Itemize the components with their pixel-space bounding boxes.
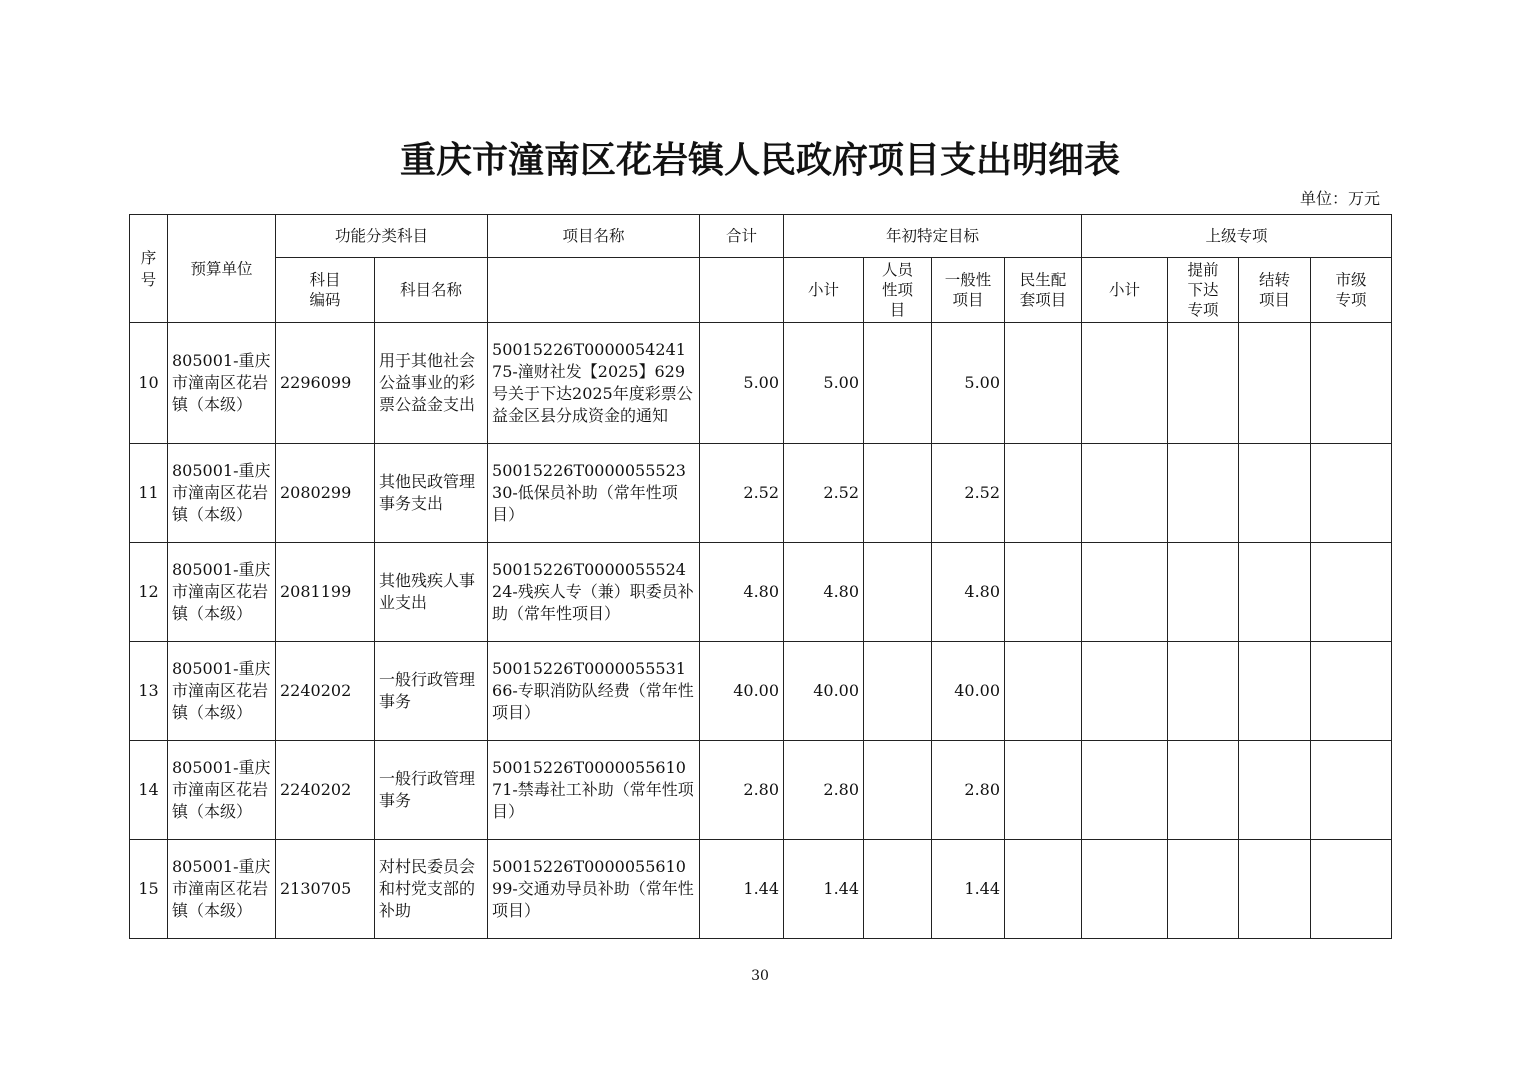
cell-subject-name: 用于其他社会公益事业的彩票公益金支出	[375, 323, 488, 444]
cell-annual-livelihood	[1005, 543, 1082, 642]
header-superior-special: 上级专项	[1082, 215, 1392, 258]
cell-annual-general: 2.80	[932, 741, 1005, 840]
cell-seq: 11	[130, 444, 168, 543]
header-row-1	[130, 215, 1392, 258]
cell-annual-subtotal: 2.52	[784, 444, 864, 543]
cell-annual-general: 4.80	[932, 543, 1005, 642]
cell-superior-carryover	[1239, 323, 1311, 444]
cell-subject-name: 一般行政管理事务	[375, 741, 488, 840]
cell-superior-advance	[1168, 642, 1239, 741]
cell-subject-code: 2296099	[276, 323, 375, 444]
cell-annual-personnel	[864, 323, 932, 444]
cell-annual-livelihood	[1005, 323, 1082, 444]
cell-annual-subtotal: 4.80	[784, 543, 864, 642]
header-annual-subtotal: 小计	[784, 258, 864, 323]
cell-seq: 10	[130, 323, 168, 444]
header-superior-carryover: 结转项目	[1239, 258, 1311, 323]
cell-total: 1.44	[700, 840, 784, 939]
cell-annual-personnel	[864, 543, 932, 642]
cell-subject-name: 其他民政管理事务支出	[375, 444, 488, 543]
cell-subject-code: 2240202	[276, 642, 375, 741]
cell-project-name: 50015226T000005561071-禁毒社工补助（常年性项目）	[488, 741, 700, 840]
cell-annual-personnel	[864, 444, 932, 543]
table-row	[130, 444, 1392, 543]
cell-annual-general: 5.00	[932, 323, 1005, 444]
cell-budget-unit: 805001-重庆市潼南区花岩镇（本级）	[168, 840, 276, 939]
cell-total: 40.00	[700, 642, 784, 741]
cell-superior-city	[1311, 642, 1392, 741]
cell-annual-livelihood	[1005, 444, 1082, 543]
cell-subject-name: 一般行政管理事务	[375, 642, 488, 741]
cell-superior-city	[1311, 543, 1392, 642]
header-seq: 序号	[130, 215, 168, 323]
cell-seq: 14	[130, 741, 168, 840]
header-total: 合计	[700, 215, 784, 258]
cell-superior-city	[1311, 840, 1392, 939]
cell-superior-subtotal	[1082, 741, 1168, 840]
cell-annual-subtotal: 5.00	[784, 323, 864, 444]
cell-project-name: 50015226T000005424175-潼财社发【2025】629号关于下达2025年度彩票公益金区县分成资金的通知	[488, 323, 700, 444]
cell-budget-unit: 805001-重庆市潼南区花岩镇（本级）	[168, 323, 276, 444]
cell-total: 5.00	[700, 323, 784, 444]
cell-annual-personnel	[864, 741, 932, 840]
cell-total: 4.80	[700, 543, 784, 642]
cell-superior-advance	[1168, 543, 1239, 642]
cell-subject-code: 2081199	[276, 543, 375, 642]
cell-superior-carryover	[1239, 840, 1311, 939]
cell-project-name: 50015226T000005553166-专职消防队经费（常年性项目）	[488, 642, 700, 741]
cell-budget-unit: 805001-重庆市潼南区花岩镇（本级）	[168, 543, 276, 642]
cell-budget-unit: 805001-重庆市潼南区花岩镇（本级）	[168, 741, 276, 840]
cell-superior-advance	[1168, 444, 1239, 543]
cell-superior-subtotal	[1082, 323, 1168, 444]
header-budget-unit: 预算单位	[168, 215, 276, 323]
table-row	[130, 642, 1392, 741]
header-project-name-blank	[488, 258, 700, 323]
table-row	[130, 741, 1392, 840]
page-number: 30	[751, 968, 769, 984]
cell-total: 2.80	[700, 741, 784, 840]
cell-subject-code: 2130705	[276, 840, 375, 939]
project-expenditure-table	[129, 214, 1392, 939]
table-row	[130, 840, 1392, 939]
cell-annual-personnel	[864, 642, 932, 741]
header-total-blank	[700, 258, 784, 323]
header-annual-personnel: 人员性项目	[864, 258, 932, 323]
table-row	[130, 543, 1392, 642]
header-subject-name: 科目名称	[375, 258, 488, 323]
cell-superior-subtotal	[1082, 444, 1168, 543]
cell-superior-carryover	[1239, 642, 1311, 741]
cell-superior-subtotal	[1082, 543, 1168, 642]
cell-superior-carryover	[1239, 543, 1311, 642]
cell-superior-subtotal	[1082, 642, 1168, 741]
header-annual-general: 一般性项目	[932, 258, 1005, 323]
header-function-classification: 功能分类科目	[276, 215, 488, 258]
cell-subject-name: 对村民委员会和村党支部的补助	[375, 840, 488, 939]
cell-project-name: 50015226T000005552424-残疾人专（兼）职委员补助（常年性项目）	[488, 543, 700, 642]
cell-superior-city	[1311, 444, 1392, 543]
cell-seq: 15	[130, 840, 168, 939]
cell-annual-personnel	[864, 840, 932, 939]
cell-superior-advance	[1168, 323, 1239, 444]
cell-budget-unit: 805001-重庆市潼南区花岩镇（本级）	[168, 444, 276, 543]
cell-budget-unit: 805001-重庆市潼南区花岩镇（本级）	[168, 642, 276, 741]
cell-superior-advance	[1168, 840, 1239, 939]
table-row	[130, 323, 1392, 444]
header-annual-livelihood: 民生配套项目	[1005, 258, 1082, 323]
cell-annual-subtotal: 40.00	[784, 642, 864, 741]
cell-superior-city	[1311, 323, 1392, 444]
cell-annual-subtotal: 1.44	[784, 840, 864, 939]
page-title: 重庆市潼南区花岩镇人民政府项目支出明细表	[399, 139, 1120, 181]
cell-superior-subtotal	[1082, 840, 1168, 939]
cell-annual-livelihood	[1005, 840, 1082, 939]
header-subject-code: 科目编码	[276, 258, 375, 323]
cell-superior-city	[1311, 741, 1392, 840]
cell-project-name: 50015226T000005552330-低保员补助（常年性项目）	[488, 444, 700, 543]
cell-seq: 12	[130, 543, 168, 642]
header-project-name: 项目名称	[488, 215, 700, 258]
cell-superior-advance	[1168, 741, 1239, 840]
cell-subject-name: 其他残疾人事业支出	[375, 543, 488, 642]
cell-project-name: 50015226T000005561099-交通劝导员补助（常年性项目）	[488, 840, 700, 939]
header-superior-advance: 提前下达专项	[1168, 258, 1239, 323]
table-body	[130, 323, 1392, 939]
cell-subject-code: 2080299	[276, 444, 375, 543]
header-row-2	[130, 258, 1392, 323]
cell-annual-general: 2.52	[932, 444, 1005, 543]
cell-annual-general: 40.00	[932, 642, 1005, 741]
cell-annual-general: 1.44	[932, 840, 1005, 939]
cell-subject-code: 2240202	[276, 741, 375, 840]
cell-annual-livelihood	[1005, 642, 1082, 741]
header-superior-subtotal: 小计	[1082, 258, 1168, 323]
cell-superior-carryover	[1239, 444, 1311, 543]
cell-annual-livelihood	[1005, 741, 1082, 840]
header-annual-targets: 年初特定目标	[784, 215, 1082, 258]
unit-label: 单位：万元	[1299, 189, 1380, 208]
cell-superior-carryover	[1239, 741, 1311, 840]
header-superior-city: 市级专项	[1311, 258, 1392, 323]
cell-annual-subtotal: 2.80	[784, 741, 864, 840]
cell-seq: 13	[130, 642, 168, 741]
cell-total: 2.52	[700, 444, 784, 543]
